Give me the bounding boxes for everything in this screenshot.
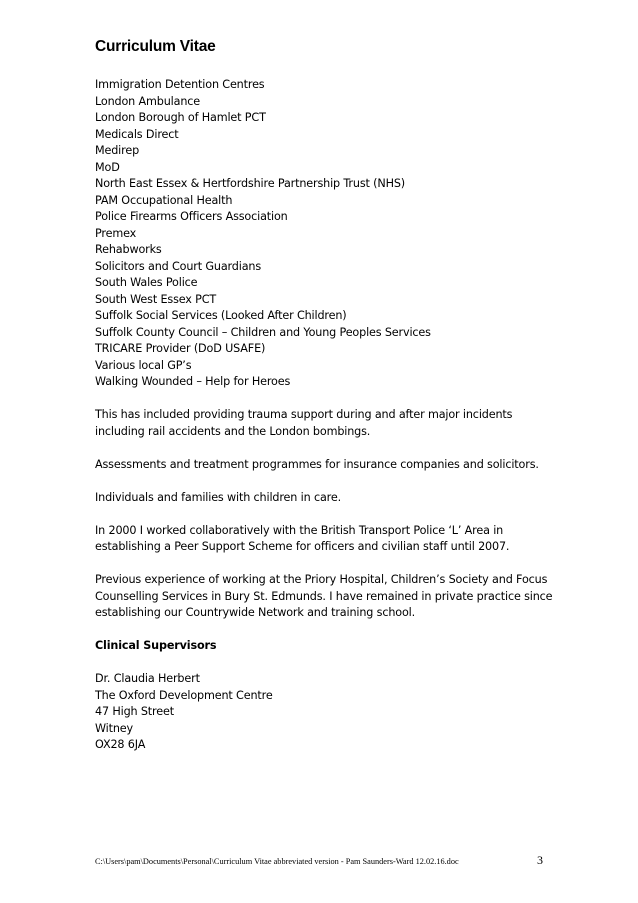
peer-support-paragraph: In 2000 I worked collaboratively with the British Transport Police ‘L’ Area in establishing a Peer Support Scheme for officers and civilian staff until 2007.: [95, 523, 510, 553]
page-number: 3: [537, 853, 543, 867]
list-item: Police Firearms Officers Association: [95, 210, 288, 223]
list-item: Various local GP’s: [95, 358, 192, 372]
list-item: TRICARE Provider (DoD USAFE): [95, 342, 266, 355]
list-item: London Ambulance: [95, 94, 200, 108]
supervisor-address: [95, 671, 555, 754]
list-item: Medirep: [95, 144, 140, 157]
footer-file-path: C:\Users\pam\Documents\Personal\Curriculum Vitae abbreviated version - Pam Saunders-Ward 12.02.16.doc: [95, 857, 459, 866]
clinical-supervisors-heading: Clinical Supervisors: [95, 639, 217, 652]
list-item: Premex: [95, 226, 137, 240]
list-item: South West Essex PCT: [95, 292, 217, 306]
previous-experience-paragraph: Previous experience of working at the Priory Hospital, Children’s Society and Focus Counselling Services in Bury St. Edmunds. I have remained in private practice since establishing our Countrywide Network and training school.: [95, 573, 553, 619]
address-postcode: OX28 6JA: [95, 738, 146, 751]
list-item: MoD: [95, 160, 120, 174]
families-paragraph: Individuals and families with children in care.: [95, 490, 341, 504]
assessments-paragraph: Assessments and treatment programmes for insurance companies and solicitors.: [95, 457, 539, 471]
address-line: The Oxford Development Centre: [95, 688, 273, 702]
list-item: Solicitors and Court Guardians: [95, 259, 262, 273]
list-item: South Wales Police: [95, 276, 198, 289]
page-title: Curriculum Vitae: [95, 38, 216, 55]
list-item: Suffolk Social Services (Looked After Children): [95, 309, 347, 322]
trauma-support-paragraph: This has included providing trauma support during and after major incidents including rail accidents and the London bombings.: [95, 408, 513, 438]
organisation-list: [95, 77, 555, 391]
list-item: North East Essex & Hertfordshire Partnership Trust (NHS): [95, 177, 406, 190]
list-item: Suffolk County Council – Children and Young Peoples Services: [95, 325, 431, 339]
list-item: PAM Occupational Health: [95, 193, 233, 207]
list-item: Walking Wounded – Help for Heroes: [95, 375, 291, 388]
list-item: Immigration Detention Centres: [95, 78, 265, 91]
supervisor-name: Dr. Claudia Herbert: [95, 672, 200, 685]
list-item: Medicals Direct: [95, 127, 179, 141]
address-line: 47 High Street: [95, 705, 174, 718]
list-item: London Borough of Hamlet PCT: [95, 111, 266, 124]
list-item: Rehabworks: [95, 243, 162, 256]
address-line: Witney: [95, 721, 134, 735]
document-body: [95, 77, 555, 754]
